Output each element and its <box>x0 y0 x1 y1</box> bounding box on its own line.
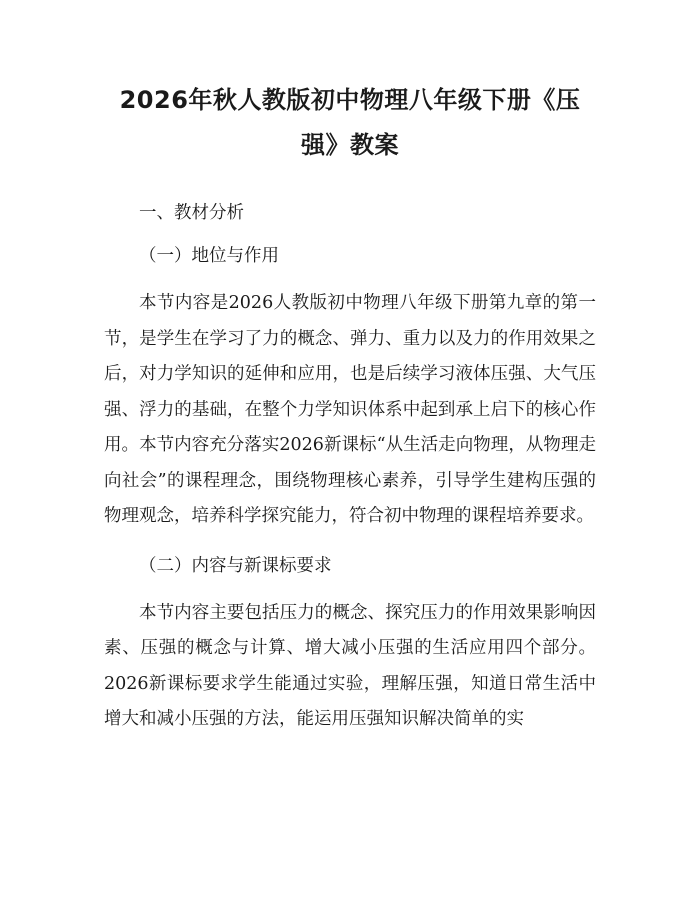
section-heading-textbook-analysis: 一、教材分析 <box>139 203 244 223</box>
paragraph-content-standards: 本节内容主要包括压力的概念、探究压力的作用效果影响因素、压强的概念与计算、增大减小压强的生活应用四个部分。2026新课标要求学生能通过实验，理解压强，知道日常生活中增大和减小压强的方法，能运用压强知识解决简单的实 <box>104 602 596 729</box>
document-title: 2026年秋人教版初中物理八年级下册《压强》教案 <box>119 86 581 159</box>
subsection-heading-position-role: （一）地位与作用 <box>139 246 279 266</box>
subsection-heading-content-standards: （二）内容与新课标要求 <box>139 555 332 576</box>
paragraph-position-role: 本节内容是2026人教版初中物理八年级下册第九章的第一节，是学生在学习了力的概念、弹力、重力以及力的作用效果之后，对力学知识的延伸和应用，也是后续学习液体压强、大气压强、浮力的基础，在整个力学知识体系中起到承上启下的核心作用。本节内容充分落实2026新课标“从生活走向物理，从物理走向社会”的课程理念，围绕物理核心素养，引导学生建构压强的物理观念，培养科学探究能力，符合初中物理的课程培养要求。 <box>104 293 596 526</box>
